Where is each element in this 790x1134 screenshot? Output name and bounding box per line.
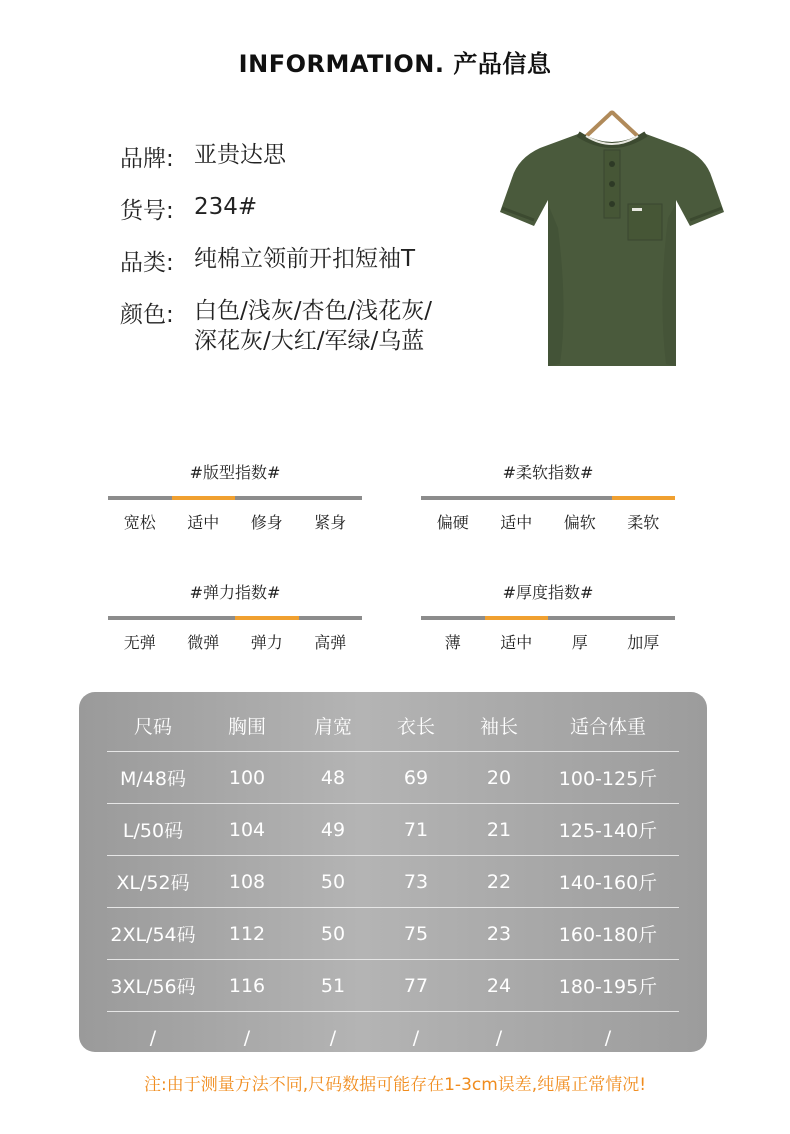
table-cell: / [243, 1026, 251, 1049]
info-row-category [120, 244, 432, 296]
table-cell: 77 [403, 974, 429, 997]
table-cell: XL/52码 [116, 872, 190, 894]
info-key: 颜色: [120, 302, 174, 328]
index-option: 适中 [187, 513, 220, 532]
table-cell: / [149, 1026, 157, 1049]
table-row [107, 960, 679, 1012]
info-key: 品牌: [120, 146, 174, 172]
table-cell: 22 [486, 870, 512, 893]
info-value: 234# [194, 194, 258, 220]
info-value: 亚贵达思 [194, 142, 286, 168]
index-title: #版型指数# [189, 463, 281, 482]
index-option: 无弹 [123, 633, 156, 652]
info-row-item-number [120, 192, 432, 244]
info-key: 货号: [120, 198, 174, 224]
table-cell: 73 [403, 870, 429, 893]
table-row [107, 752, 679, 804]
table-row [107, 1012, 679, 1063]
index-option: 修身 [250, 513, 283, 532]
table-cell: 2XL/54码 [110, 924, 196, 946]
index-option: 宽松 [123, 513, 156, 532]
table-cell: / [329, 1026, 337, 1049]
table-cell: 48 [320, 766, 346, 789]
table-cell: M/48码 [120, 768, 186, 790]
table-row [107, 856, 679, 908]
table-cell: 3XL/56码 [110, 976, 196, 998]
table-cell: / [412, 1026, 420, 1049]
info-value-line: 白色/浅灰/杏色/浅花灰/ [194, 298, 432, 324]
index-option: 偏软 [563, 513, 596, 532]
table-header-cell: 胸围 [227, 716, 266, 738]
fit-index [108, 460, 362, 533]
index-title: #弹力指数# [189, 583, 281, 602]
index-option: 加厚 [627, 633, 660, 652]
index-selected-marker [485, 616, 549, 620]
index-bar [421, 616, 675, 620]
table-cell: 112 [228, 922, 266, 945]
index-title: #柔软指数# [502, 463, 594, 482]
table-header-cell: 衣长 [396, 716, 435, 738]
index-selected-marker [235, 616, 299, 620]
info-value [194, 296, 432, 356]
table-cell: 75 [403, 922, 429, 945]
index-option: 厚 [571, 633, 588, 652]
table-header-cell: 尺码 [133, 716, 172, 738]
table-cell: 23 [486, 922, 512, 945]
table-header-cell: 袖长 [479, 716, 518, 738]
table-cell: 50 [320, 870, 346, 893]
index-option: 薄 [444, 633, 461, 652]
index-option: 紧身 [314, 513, 347, 532]
measurement-note: 注:由于测量方法不同,尺码数据可能存在1-3cm误差,纯属正常情况! [143, 1075, 647, 1095]
table-cell: 49 [320, 818, 346, 841]
index-option: 适中 [500, 513, 533, 532]
table-cell: 116 [228, 974, 266, 997]
index-option: 偏硬 [436, 513, 469, 532]
index-selected-marker [612, 496, 676, 500]
table-cell: 100 [228, 766, 266, 789]
page-title: INFORMATION. 产品信息 [238, 50, 552, 78]
thickness-index [421, 580, 675, 653]
table-header-row [107, 700, 679, 752]
index-option: 适中 [500, 633, 533, 652]
index-bar [421, 496, 675, 500]
table-cell: 24 [486, 974, 512, 997]
index-title: #厚度指数# [502, 583, 594, 602]
table-header-cell: 适合体重 [569, 716, 646, 738]
table-cell: 20 [486, 766, 512, 789]
softness-index [421, 460, 675, 533]
index-bar [108, 616, 362, 620]
table-cell: 104 [228, 818, 266, 841]
table-cell: / [495, 1026, 503, 1049]
table-header-cell: 肩宽 [313, 716, 352, 738]
table-cell: 180-195斤 [558, 976, 658, 998]
table-cell: 69 [403, 766, 429, 789]
table-cell: 100-125斤 [558, 768, 658, 790]
size-table-grid [107, 700, 679, 1063]
product-info [120, 140, 432, 354]
product-image [498, 108, 726, 370]
index-option: 弹力 [250, 633, 283, 652]
info-row-colors [120, 296, 432, 354]
table-cell: 50 [320, 922, 346, 945]
table-cell: 140-160斤 [558, 872, 658, 894]
table-cell: / [604, 1026, 612, 1049]
index-option: 高弹 [314, 633, 347, 652]
info-value-line: 深花灰/大红/军绿/乌蓝 [194, 328, 425, 354]
table-row [107, 804, 679, 856]
index-selected-marker [172, 496, 236, 500]
index-option: 微弹 [187, 633, 220, 652]
table-cell: 71 [403, 818, 429, 841]
size-table [79, 692, 707, 1052]
table-cell: 160-180斤 [558, 924, 658, 946]
elasticity-index [108, 580, 362, 653]
index-option: 柔软 [627, 513, 660, 532]
table-cell: 108 [228, 870, 266, 893]
index-bar [108, 496, 362, 500]
table-cell: L/50码 [122, 820, 184, 842]
info-key: 品类: [120, 250, 174, 276]
table-cell: 21 [486, 818, 512, 841]
table-row [107, 908, 679, 960]
table-cell: 125-140斤 [558, 820, 658, 842]
info-row-brand [120, 140, 432, 192]
table-cell: 51 [320, 974, 346, 997]
info-value: 纯棉立领前开扣短袖T [194, 246, 416, 272]
